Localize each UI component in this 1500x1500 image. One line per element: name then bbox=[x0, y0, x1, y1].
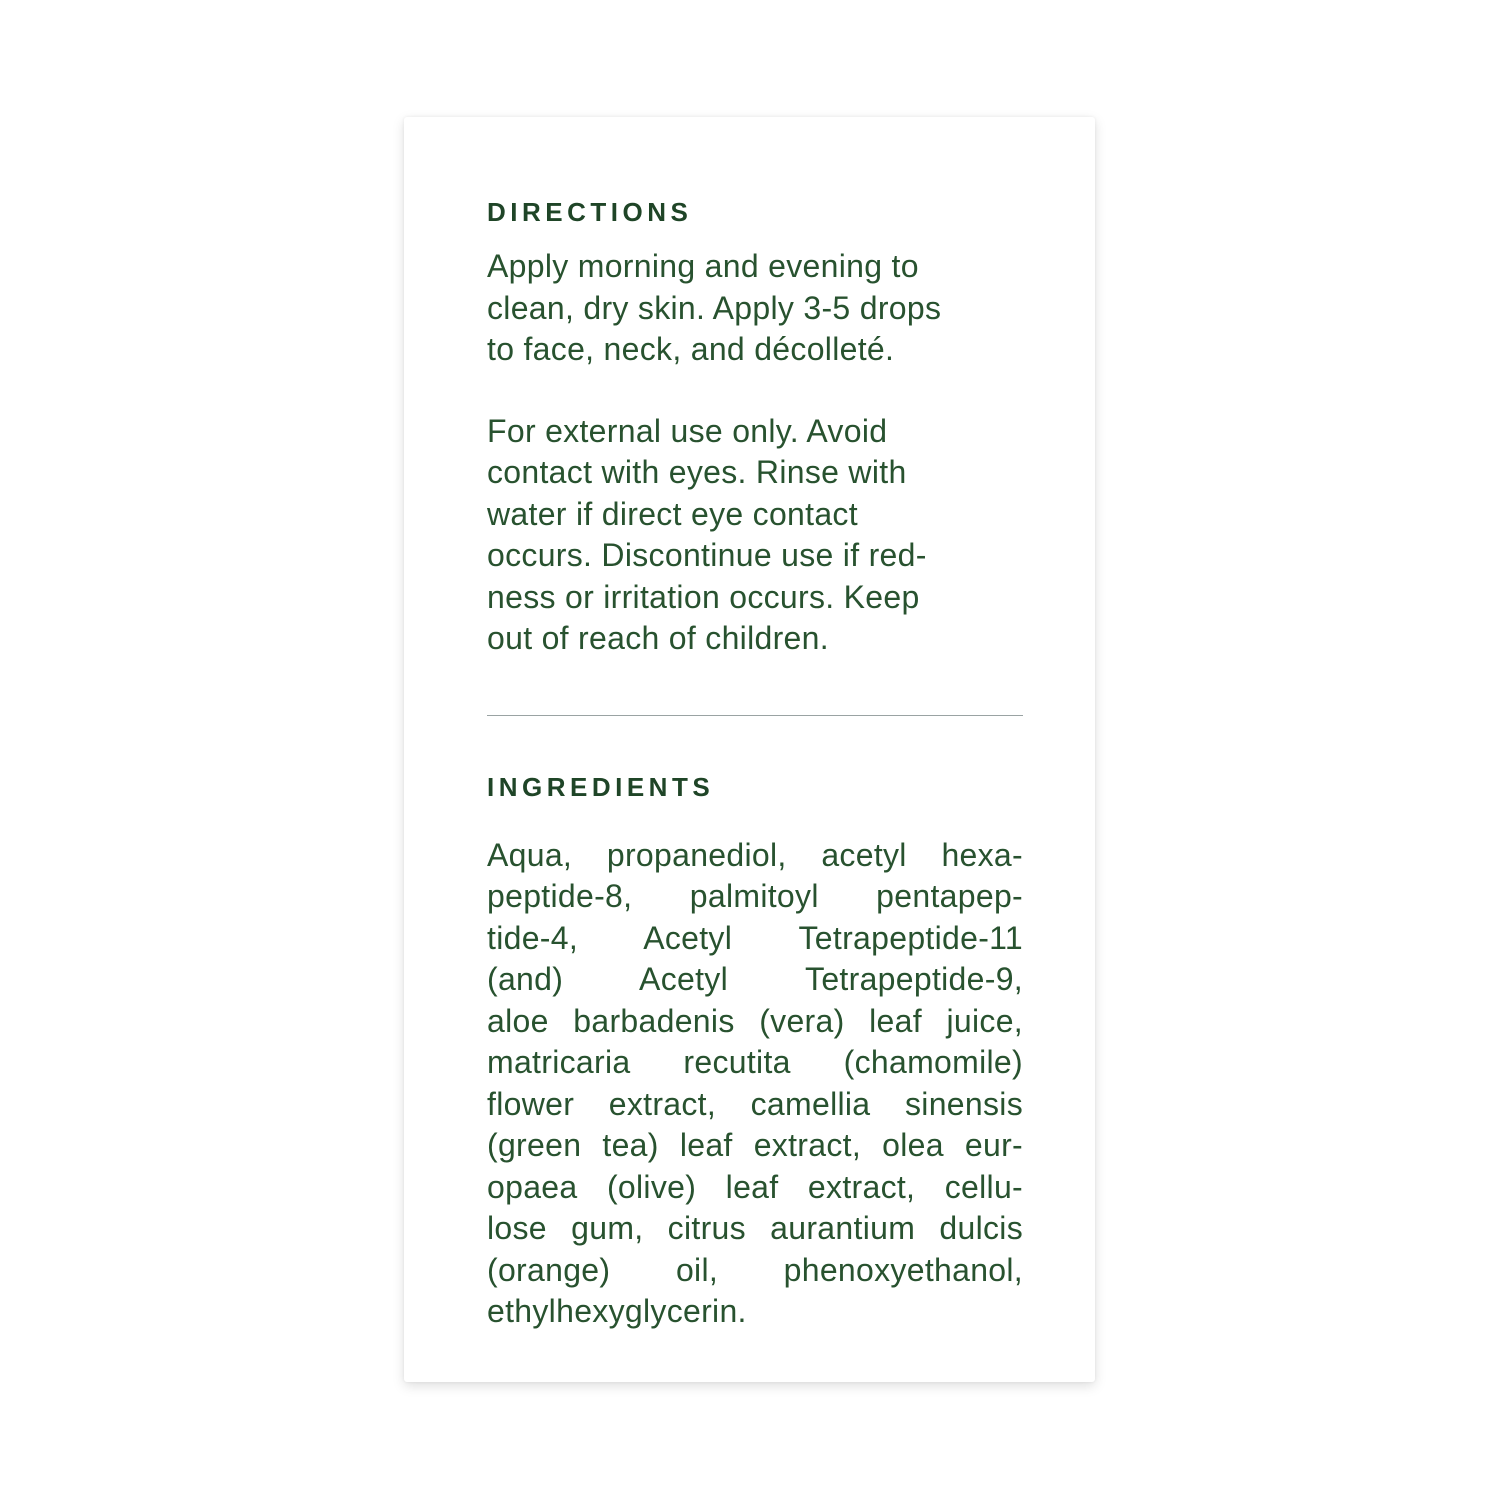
warning-line: For external use only. Avoid bbox=[487, 412, 888, 449]
ingredients-line: (orange) oil, phenoxyethanol, bbox=[487, 1251, 1023, 1288]
ingredients-heading: INGREDIENTS bbox=[487, 771, 715, 802]
ingredients-line: matricaria recutita (chamomile) bbox=[487, 1044, 1023, 1080]
ingredients-line: tide-4, Acetyl Tetrapeptide-11 bbox=[487, 919, 1023, 956]
warning-line: occurs. Discontinue use if red- bbox=[487, 537, 927, 573]
directions-line: clean, dry skin. Apply 3-5 drops bbox=[487, 289, 942, 326]
warning-line: ness or irritation occurs. Keep bbox=[487, 578, 920, 615]
ingredients-line: lose gum, citrus aurantium dulcis bbox=[487, 1210, 1023, 1246]
ingredients-list-paragraph bbox=[487, 835, 1023, 1333]
warning-line: out of reach of children. bbox=[487, 620, 829, 656]
directions-heading: DIRECTIONS bbox=[487, 197, 693, 227]
ingredients-line: peptide-8, palmitoyl pentapep- bbox=[487, 878, 1023, 914]
directions-usage-paragraph bbox=[487, 246, 1023, 371]
ingredients-line-last: ethylhexyglycerin. bbox=[487, 1293, 747, 1329]
ingredients-line: (and) Acetyl Tetrapeptide-9, bbox=[487, 961, 1023, 997]
directions-warning-paragraph bbox=[487, 411, 1023, 660]
ingredients-line: aloe barbadenis (vera) leaf juice, bbox=[487, 1002, 1023, 1039]
product-label-panel bbox=[404, 117, 1095, 1382]
ingredients-line: Aqua, propanediol, acetyl hexa- bbox=[487, 836, 1023, 873]
ingredients-line: (green tea) leaf extract, olea eur- bbox=[487, 1127, 1023, 1163]
directions-line: Apply morning and evening to bbox=[487, 248, 919, 284]
ingredients-line: opaea (olive) leaf extract, cellu- bbox=[487, 1168, 1023, 1205]
ingredients-line: flower extract, camellia sinensis bbox=[487, 1085, 1023, 1122]
directions-line: to face, neck, and décolleté. bbox=[487, 331, 895, 367]
section-divider bbox=[487, 715, 1023, 716]
warning-line: water if direct eye contact bbox=[487, 495, 858, 532]
warning-line: contact with eyes. Rinse with bbox=[487, 454, 907, 490]
